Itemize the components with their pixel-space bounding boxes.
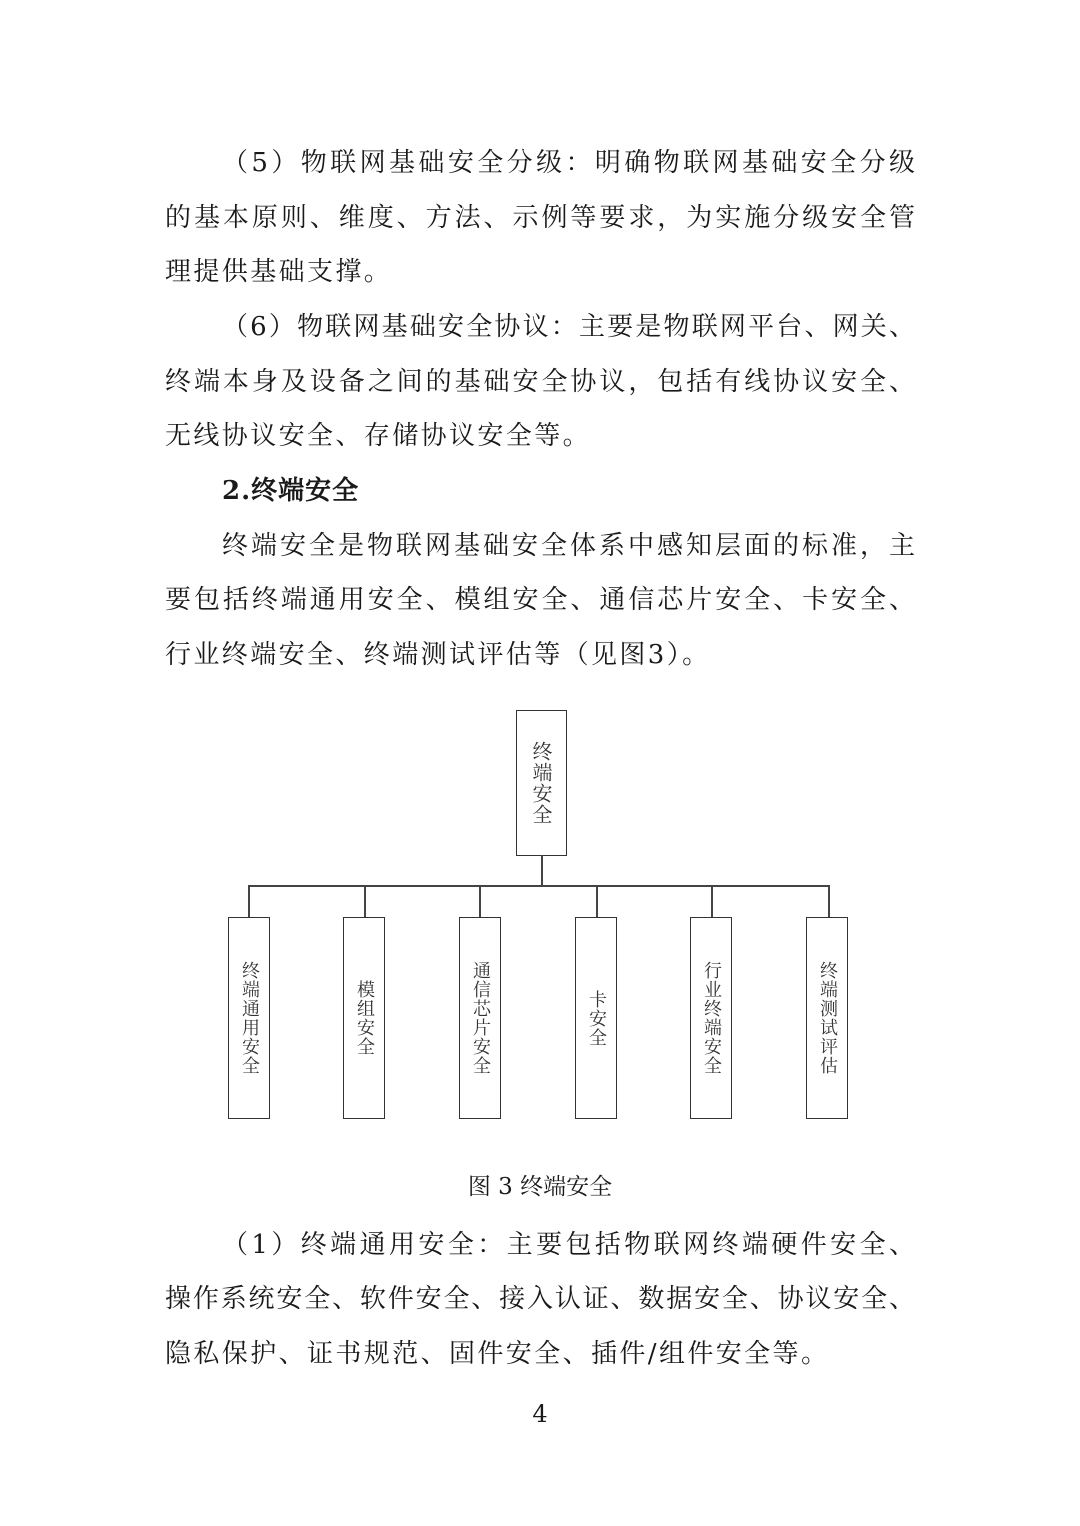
diagram-root-box [516, 710, 567, 856]
connector-line [596, 885, 598, 917]
diagram-child-box [806, 917, 848, 1119]
page-number: 4 [532, 1400, 548, 1428]
connector-line [364, 885, 366, 917]
connector-line [248, 885, 829, 887]
connector-line [828, 885, 830, 917]
connector-line [541, 855, 543, 885]
diagram-child-label: 卡安全 [586, 989, 607, 1047]
diagram-child-label: 通信芯片安全 [470, 961, 491, 1075]
connector-line [479, 885, 481, 917]
text-line: 终端安全是物联网基础安全体系中感知层面的标准，主 [222, 531, 915, 561]
text-line: 要包括终端通用安全、模组安全、通信芯片安全、卡安全、 [165, 585, 915, 615]
diagram-child-box [459, 917, 501, 1119]
text-line: 操作系统安全、软件安全、接入认证、数据安全、协议安全、 [165, 1284, 915, 1314]
figure-caption: 图 3 终端安全 [467, 1174, 613, 1200]
diagram-child-label: 终端通用安全 [239, 961, 260, 1075]
diagram-child-box [690, 917, 732, 1119]
section-heading: 2.终端安全 [222, 476, 360, 506]
diagram-child-label: 终端测试评估 [817, 961, 838, 1075]
diagram-child-box [575, 917, 617, 1119]
diagram-root-label: 终端安全 [529, 741, 553, 825]
text-line: （1）终端通用安全：主要包括物联网终端硬件安全、 [222, 1230, 915, 1260]
text-line: 无线协议安全、存储协议安全等。 [165, 421, 592, 451]
text-line: 行业终端安全、终端测试评估等（见图3）。 [165, 640, 711, 670]
connector-line [711, 885, 713, 917]
text-line: 终端本身及设备之间的基础安全协议，包括有线协议安全、 [165, 367, 915, 397]
diagram-child-box [343, 917, 385, 1119]
text-line: 理提供基础支撑。 [165, 257, 393, 287]
text-line: （5）物联网基础安全分级：明确物联网基础安全分级 [222, 148, 915, 178]
text-line: 的基本原则、维度、方法、示例等要求，为实施分级安全管 [165, 203, 915, 233]
diagram-child-label: 行业终端安全 [701, 961, 722, 1075]
diagram-child-label: 模组安全 [354, 980, 375, 1056]
text-line: （6）物联网基础安全协议：主要是物联网平台、网关、 [222, 312, 915, 342]
text-line: 隐私保护、证书规范、固件安全、插件/组件安全等。 [165, 1339, 830, 1369]
diagram-child-box [228, 917, 270, 1119]
connector-line [248, 885, 250, 917]
